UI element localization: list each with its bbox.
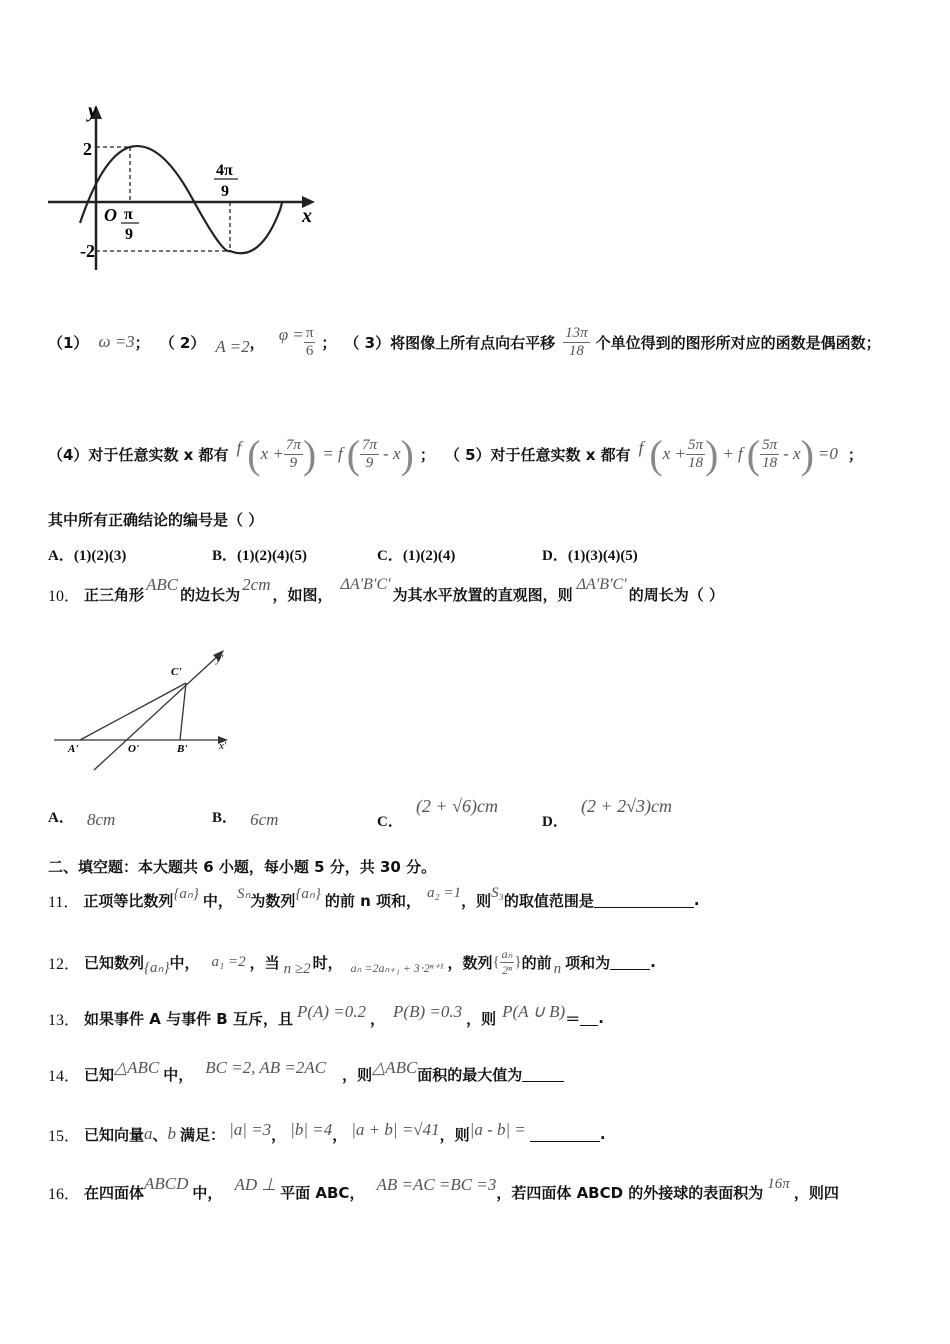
q9-frac-b: $\frac{7\pi}{9}$ (362, 436, 378, 471)
q14-answer-blank[interactable] (522, 1067, 564, 1082)
q11-answer-blank[interactable] (594, 893, 694, 908)
q10-option-b[interactable]: B． 6cm (212, 810, 279, 829)
x-tick1-num: π (124, 206, 133, 223)
y-prime-axis (94, 654, 220, 770)
label-b: B' (177, 743, 188, 755)
q9-line2: （4）对于任意实数 x 都有 f ( x + $\frac{7\pi}{9}$ ) = f ( $\frac{7\pi}{9}$ - x ) ； （ 5）对于任意实数 x 都有 f ( x + $\frac{5\pi}{18}$ ) + f ( $\frac{5\pi}{18}$ - x ) =0 ； (48, 431, 863, 477)
q10-stem: 10． 正三角形 ABC 的边长为 2cm ，如图， ΔA′B′C′ 为其水平放置的直观图，则 ΔA′B′C′ 的周长为（ ） (48, 575, 724, 605)
label-a: A' (68, 743, 79, 755)
q15: 15． 已知向量 a 、 b 满足： |a| =3 ， |b| =4 ， |a + b| =√41 ，则 |a - b| = . (48, 1120, 606, 1145)
q10-option-a[interactable]: A． 8cm (48, 810, 116, 829)
label-o: O' (128, 743, 139, 755)
q9-prompt: 其中所有正确结论的编号是（ ） (48, 511, 264, 529)
q16: 16． 在四面体 ABCD 中， AD ⊥ 平面 ABC， AB =AC =BC =3 ，若四面体 ABCD 的外接球的表面积为 16π ，则四 (48, 1174, 839, 1203)
q9-option-b[interactable]: B．(1)(2)(4)(5) (212, 548, 307, 564)
x-tick2-den: 9 (221, 183, 229, 200)
q9-frac-c: $\frac{5\pi}{18}$ (687, 436, 703, 471)
y-max-label: 2 (83, 139, 92, 159)
q13: 13． 如果事件 A 与事件 B 互斥，且 P(A) =0.2 ， P(B) =0.3 ，则 P(A ∪ B) ＝ . (48, 1002, 604, 1029)
x-tick2-num: 4π (216, 162, 233, 179)
q12: 12． 已知数列 {aₙ} 中， a₁ =2 ，当 n ≥2 时， aₙ =2aₙ₊₁ + 3⋅2ⁿ⁺¹ ，数列 { $\frac{\text{aₙ}}{\text{2ⁿ}}$ } 的前 n 项和为 . (48, 946, 656, 977)
y-min-label: -2 (80, 241, 95, 261)
shift-fraction: $\frac{13\pi}{18}$ (565, 324, 588, 359)
phi-fraction: $\frac{\pi}{6}$ (305, 324, 314, 359)
q10-option-c[interactable]: C． (2 + √6)cm (377, 796, 498, 830)
origin-label: O (104, 205, 117, 225)
q13-answer-blank[interactable] (580, 1011, 598, 1026)
q12-answer-blank[interactable] (610, 955, 650, 970)
label-c: C' (171, 666, 182, 678)
section-2-title: 二、填空题：本大题共 6 小题，每小题 5 分，共 30 分。 (48, 858, 437, 876)
label-y: y' (216, 653, 224, 665)
side-a-c (80, 683, 186, 740)
x-label: x (302, 205, 312, 227)
label-x: x' (219, 740, 227, 752)
q9-frac-a: $\frac{7\pi}{9}$ (285, 436, 301, 471)
q9-frac-d: $\frac{5\pi}{18}$ (762, 436, 778, 471)
sine-graph (40, 95, 330, 275)
q10-option-d[interactable]: D． (2 + 2√3)cm (542, 796, 672, 830)
sine-curve (80, 146, 282, 253)
q9-option-a[interactable]: A．(1)(2)(3) (48, 548, 127, 564)
q11: 11． 正项等比数列 {aₙ} 中， Sₙ 为数列 {aₙ} 的前 n 项和， a₂ =1 ，则 S₃ 的取值范围是 . (48, 884, 700, 911)
q12-fraction: $\frac{\text{aₙ}}{\text{2ⁿ}}$ (501, 946, 513, 977)
oblique-triangle-figure (50, 640, 240, 775)
q9-option-c[interactable]: C．(1)(2)(4) (377, 548, 456, 564)
q9-option-d[interactable]: D．(1)(3)(4)(5) (542, 548, 638, 564)
q9-line1: （1） ω =3 ； （ 2） A =2 ， φ = $\frac{\pi}{6}$ ； （ 3）将图像上所有点向右平移 $\frac{13\pi}{18}$ 个单位得到的图形所对应的函数是偶函数； (48, 324, 881, 359)
y-label: y (88, 100, 97, 122)
q14: 14． 已知 △ABC 中， BC =2, AB =2AC ，则 △ABC 面积的最大值为 (48, 1054, 564, 1094)
side-c-b (180, 683, 186, 740)
x-tick1-den: 9 (125, 226, 133, 243)
q15-answer-blank[interactable] (530, 1127, 600, 1142)
